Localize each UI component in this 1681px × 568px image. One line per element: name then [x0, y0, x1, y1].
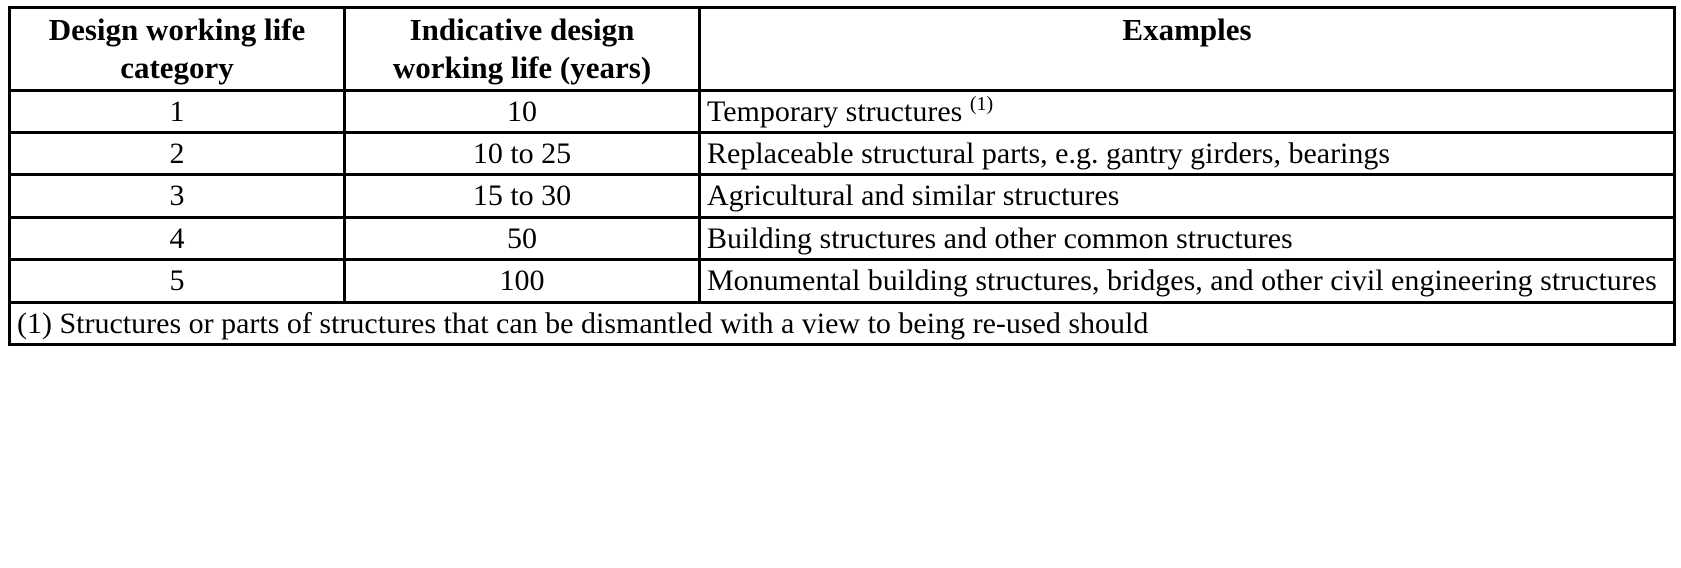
cell-category: 4: [10, 217, 345, 259]
table-row: [10, 260, 1675, 302]
cell-example: Agricultural and similar structures: [700, 175, 1675, 217]
cell-example: Building structures and other common structures: [700, 217, 1675, 259]
cell-category: 5: [10, 260, 345, 302]
table-header-row: [10, 8, 1675, 91]
column-header-category: Design working life category: [10, 8, 345, 91]
cell-example: Monumental building structures, bridges, and other civil engineering structures: [700, 260, 1675, 302]
cell-example: [700, 90, 1675, 132]
cell-life: 15 to 30: [345, 175, 700, 217]
table-footnote-row: [10, 302, 1675, 344]
column-header-examples: Examples: [700, 8, 1675, 91]
table-row: [10, 90, 1675, 132]
cell-category: 3: [10, 175, 345, 217]
table-body: [10, 90, 1675, 344]
table-footnote: (1) Structures or parts of structures that can be dismantled with a view to being re-used should: [10, 302, 1675, 344]
table-row: [10, 133, 1675, 175]
cell-category: 1: [10, 90, 345, 132]
table-row: [10, 175, 1675, 217]
cell-example: Replaceable structural parts, e.g. gantry girders, bearings: [700, 133, 1675, 175]
column-header-life: Indicative design working life (years): [345, 8, 700, 91]
cell-example-text: Temporary structures: [707, 94, 970, 128]
cell-category: 2: [10, 133, 345, 175]
cell-life: 10: [345, 90, 700, 132]
cell-life: 100: [345, 260, 700, 302]
table-header: [10, 8, 1675, 91]
cell-life: 50: [345, 217, 700, 259]
design-working-life-table: [8, 6, 1676, 346]
footnote-marker: (1): [969, 92, 994, 115]
table-row: [10, 217, 1675, 259]
cell-life: 10 to 25: [345, 133, 700, 175]
